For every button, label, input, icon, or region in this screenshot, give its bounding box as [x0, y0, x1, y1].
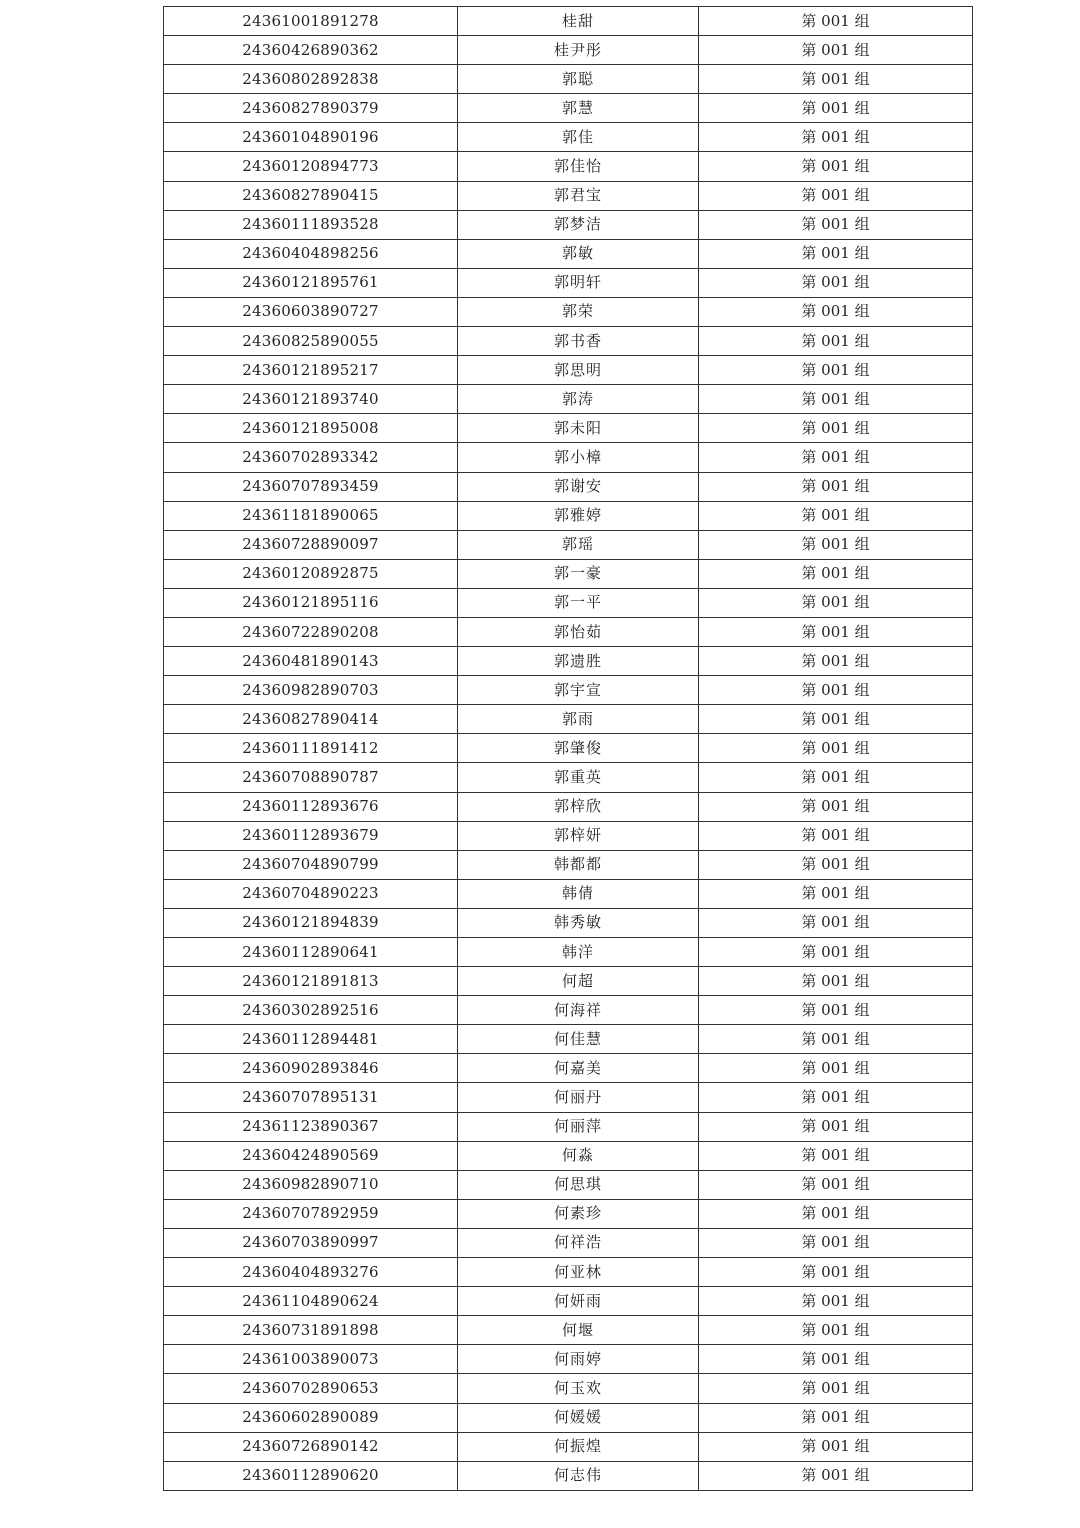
candidate-id-cell: 24360603890727: [164, 297, 458, 326]
candidate-id-cell: 24360602890089: [164, 1403, 458, 1432]
candidate-name-cell: 郭梓妍: [458, 821, 699, 850]
candidate-id-cell: 24360722890208: [164, 617, 458, 646]
group-number-cell: 第 001 组: [699, 152, 973, 181]
group-number-cell: 第 001 组: [699, 501, 973, 530]
group-number-cell: 第 001 组: [699, 967, 973, 996]
table-row: [164, 676, 973, 705]
table-row: [164, 210, 973, 239]
candidate-name-cell: 何丽萍: [458, 1112, 699, 1141]
group-number-cell: 第 001 组: [699, 356, 973, 385]
candidate-name-cell: 郭明轩: [458, 268, 699, 297]
table-row: [164, 1141, 973, 1170]
candidate-name-cell: 郭涛: [458, 385, 699, 414]
table-row: [164, 501, 973, 530]
candidate-name-cell: 何淼: [458, 1141, 699, 1170]
candidate-name-cell: 何嘉美: [458, 1054, 699, 1083]
table-row: [164, 1228, 973, 1257]
candidate-name-cell: 郭一平: [458, 588, 699, 617]
candidate-name-cell: 何丽丹: [458, 1083, 699, 1112]
table-row: [164, 181, 973, 210]
candidate-id-cell: 24360707892959: [164, 1199, 458, 1228]
group-number-cell: 第 001 组: [699, 559, 973, 588]
group-number-cell: 第 001 组: [699, 705, 973, 734]
candidate-name-cell: 何媛媛: [458, 1403, 699, 1432]
table-row: [164, 1345, 973, 1374]
group-number-cell: 第 001 组: [699, 676, 973, 705]
candidate-id-cell: 24360121895008: [164, 414, 458, 443]
candidate-id-cell: 24360121895761: [164, 268, 458, 297]
table-row: [164, 152, 973, 181]
table-row: [164, 36, 973, 65]
candidate-name-cell: 何振煌: [458, 1432, 699, 1461]
group-number-cell: 第 001 组: [699, 1287, 973, 1316]
candidate-id-cell: 24360120894773: [164, 152, 458, 181]
roster-table-body: [164, 7, 973, 1491]
candidate-name-cell: 何素珍: [458, 1199, 699, 1228]
candidate-name-cell: 韩秀敏: [458, 908, 699, 937]
candidate-id-cell: 24360104890196: [164, 123, 458, 152]
candidate-name-cell: 何佳慧: [458, 1025, 699, 1054]
candidate-id-cell: 24360982890710: [164, 1170, 458, 1199]
candidate-id-cell: 24360112893679: [164, 821, 458, 850]
table-row: [164, 327, 973, 356]
candidate-name-cell: 郭未阳: [458, 414, 699, 443]
candidate-name-cell: 郭佳: [458, 123, 699, 152]
candidate-name-cell: 郭小樟: [458, 443, 699, 472]
candidate-id-cell: 24360827890414: [164, 705, 458, 734]
candidate-name-cell: 何妍雨: [458, 1287, 699, 1316]
candidate-name-cell: 郭思明: [458, 356, 699, 385]
table-row: [164, 268, 973, 297]
candidate-id-cell: 24360827890415: [164, 181, 458, 210]
table-row: [164, 1054, 973, 1083]
group-number-cell: 第 001 组: [699, 850, 973, 879]
candidate-name-cell: 郭佳怡: [458, 152, 699, 181]
table-row: [164, 297, 973, 326]
candidate-id-cell: 24360426890362: [164, 36, 458, 65]
group-number-cell: 第 001 组: [699, 65, 973, 94]
table-row: [164, 821, 973, 850]
candidate-id-cell: 24360703890997: [164, 1228, 458, 1257]
group-number-cell: 第 001 组: [699, 1374, 973, 1403]
candidate-id-cell: 24360982890703: [164, 676, 458, 705]
group-number-cell: 第 001 组: [699, 763, 973, 792]
table-row: [164, 530, 973, 559]
group-number-cell: 第 001 组: [699, 1403, 973, 1432]
table-row: [164, 1403, 973, 1432]
candidate-name-cell: 郭肇俊: [458, 734, 699, 763]
candidate-name-cell: 桂尹彤: [458, 36, 699, 65]
group-number-cell: 第 001 组: [699, 821, 973, 850]
candidate-name-cell: 郭荣: [458, 297, 699, 326]
candidate-id-cell: 24360702893342: [164, 443, 458, 472]
table-row: [164, 1112, 973, 1141]
group-number-cell: 第 001 组: [699, 647, 973, 676]
candidate-id-cell: 24360731891898: [164, 1316, 458, 1345]
group-number-cell: 第 001 组: [699, 385, 973, 414]
table-row: [164, 1170, 973, 1199]
candidate-id-cell: 24360702890653: [164, 1374, 458, 1403]
table-row: [164, 908, 973, 937]
table-row: [164, 1316, 973, 1345]
candidate-id-cell: 24360112894481: [164, 1025, 458, 1054]
candidate-id-cell: 24360111891412: [164, 734, 458, 763]
candidate-id-cell: 24360404893276: [164, 1258, 458, 1287]
group-number-cell: 第 001 组: [699, 327, 973, 356]
table-row: [164, 123, 973, 152]
table-row: [164, 850, 973, 879]
table-row: [164, 967, 973, 996]
candidate-name-cell: 郭谢安: [458, 472, 699, 501]
candidate-id-cell: 24360708890787: [164, 763, 458, 792]
candidate-name-cell: 何玉欢: [458, 1374, 699, 1403]
candidate-id-cell: 24360120892875: [164, 559, 458, 588]
table-row: [164, 385, 973, 414]
group-number-cell: 第 001 组: [699, 734, 973, 763]
candidate-name-cell: 郭怡茹: [458, 617, 699, 646]
candidate-id-cell: 24360704890799: [164, 850, 458, 879]
candidate-name-cell: 何亚林: [458, 1258, 699, 1287]
group-number-cell: 第 001 组: [699, 908, 973, 937]
candidate-name-cell: 郭梦洁: [458, 210, 699, 239]
table-row: [164, 647, 973, 676]
group-number-cell: 第 001 组: [699, 414, 973, 443]
group-number-cell: 第 001 组: [699, 996, 973, 1025]
group-number-cell: 第 001 组: [699, 181, 973, 210]
candidate-id-cell: 24361003890073: [164, 1345, 458, 1374]
candidate-name-cell: 郭聪: [458, 65, 699, 94]
group-number-cell: 第 001 组: [699, 792, 973, 821]
group-number-cell: 第 001 组: [699, 239, 973, 268]
candidate-name-cell: 郭慧: [458, 94, 699, 123]
candidate-id-cell: 24360121894839: [164, 908, 458, 937]
table-row: [164, 938, 973, 967]
group-number-cell: 第 001 组: [699, 268, 973, 297]
table-row: [164, 7, 973, 36]
group-number-cell: 第 001 组: [699, 938, 973, 967]
table-row: [164, 879, 973, 908]
candidate-id-cell: 24360121891813: [164, 967, 458, 996]
table-row: [164, 763, 973, 792]
group-number-cell: 第 001 组: [699, 1461, 973, 1490]
group-number-cell: 第 001 组: [699, 1258, 973, 1287]
candidate-name-cell: 郭重英: [458, 763, 699, 792]
group-number-cell: 第 001 组: [699, 7, 973, 36]
group-number-cell: 第 001 组: [699, 1228, 973, 1257]
group-number-cell: 第 001 组: [699, 617, 973, 646]
candidate-name-cell: 郭一豪: [458, 559, 699, 588]
group-number-cell: 第 001 组: [699, 297, 973, 326]
candidate-name-cell: 韩倩: [458, 879, 699, 908]
candidate-id-cell: 24360404898256: [164, 239, 458, 268]
candidate-name-cell: 桂甜: [458, 7, 699, 36]
table-row: [164, 705, 973, 734]
candidate-name-cell: 何雨婷: [458, 1345, 699, 1374]
group-number-cell: 第 001 组: [699, 123, 973, 152]
candidate-name-cell: 郭遗胜: [458, 647, 699, 676]
roster-sheet: [163, 6, 972, 1491]
candidate-id-cell: 24360802892838: [164, 65, 458, 94]
candidate-id-cell: 24360707893459: [164, 472, 458, 501]
candidate-name-cell: 郭雅婷: [458, 501, 699, 530]
candidate-name-cell: 郭雨: [458, 705, 699, 734]
group-number-cell: 第 001 组: [699, 1199, 973, 1228]
table-row: [164, 356, 973, 385]
group-number-cell: 第 001 组: [699, 1025, 973, 1054]
table-row: [164, 1432, 973, 1461]
candidate-id-cell: 24361181890065: [164, 501, 458, 530]
roster-table: [163, 6, 973, 1491]
candidate-id-cell: 24361123890367: [164, 1112, 458, 1141]
table-row: [164, 65, 973, 94]
table-row: [164, 1461, 973, 1490]
table-row: [164, 239, 973, 268]
group-number-cell: 第 001 组: [699, 1054, 973, 1083]
candidate-id-cell: 24360707895131: [164, 1083, 458, 1112]
group-number-cell: 第 001 组: [699, 1316, 973, 1345]
table-row: [164, 1083, 973, 1112]
group-number-cell: 第 001 组: [699, 472, 973, 501]
candidate-name-cell: 何海祥: [458, 996, 699, 1025]
group-number-cell: 第 001 组: [699, 1141, 973, 1170]
candidate-id-cell: 24360827890379: [164, 94, 458, 123]
candidate-id-cell: 24360424890569: [164, 1141, 458, 1170]
candidate-name-cell: 郭书香: [458, 327, 699, 356]
table-row: [164, 1025, 973, 1054]
candidate-id-cell: 24360112890641: [164, 938, 458, 967]
candidate-name-cell: 郭君宝: [458, 181, 699, 210]
table-row: [164, 559, 973, 588]
candidate-id-cell: 24360704890223: [164, 879, 458, 908]
candidate-id-cell: 24360728890097: [164, 530, 458, 559]
candidate-name-cell: 何祥浩: [458, 1228, 699, 1257]
candidate-id-cell: 24360121895217: [164, 356, 458, 385]
candidate-id-cell: 24360121893740: [164, 385, 458, 414]
table-row: [164, 472, 973, 501]
table-row: [164, 792, 973, 821]
table-row: [164, 617, 973, 646]
group-number-cell: 第 001 组: [699, 588, 973, 617]
candidate-id-cell: 24361104890624: [164, 1287, 458, 1316]
candidate-name-cell: 郭宇宣: [458, 676, 699, 705]
group-number-cell: 第 001 组: [699, 94, 973, 123]
candidate-name-cell: 郭敏: [458, 239, 699, 268]
table-row: [164, 734, 973, 763]
candidate-id-cell: 24360112893676: [164, 792, 458, 821]
group-number-cell: 第 001 组: [699, 210, 973, 239]
candidate-name-cell: 何思琪: [458, 1170, 699, 1199]
table-row: [164, 588, 973, 617]
group-number-cell: 第 001 组: [699, 1432, 973, 1461]
group-number-cell: 第 001 组: [699, 1170, 973, 1199]
table-row: [164, 94, 973, 123]
candidate-name-cell: 郭瑶: [458, 530, 699, 559]
candidate-id-cell: 24360111893528: [164, 210, 458, 239]
group-number-cell: 第 001 组: [699, 1112, 973, 1141]
group-number-cell: 第 001 组: [699, 36, 973, 65]
candidate-id-cell: 24360902893846: [164, 1054, 458, 1083]
group-number-cell: 第 001 组: [699, 1345, 973, 1374]
candidate-id-cell: 24360302892516: [164, 996, 458, 1025]
group-number-cell: 第 001 组: [699, 879, 973, 908]
table-row: [164, 1374, 973, 1403]
candidate-name-cell: 韩洋: [458, 938, 699, 967]
candidate-id-cell: 24360481890143: [164, 647, 458, 676]
group-number-cell: 第 001 组: [699, 443, 973, 472]
group-number-cell: 第 001 组: [699, 530, 973, 559]
candidate-id-cell: 24360112890620: [164, 1461, 458, 1490]
table-row: [164, 996, 973, 1025]
candidate-id-cell: 24360825890055: [164, 327, 458, 356]
candidate-name-cell: 何超: [458, 967, 699, 996]
candidate-id-cell: 24360121895116: [164, 588, 458, 617]
table-row: [164, 1287, 973, 1316]
candidate-name-cell: 何堰: [458, 1316, 699, 1345]
candidate-id-cell: 24360726890142: [164, 1432, 458, 1461]
candidate-name-cell: 郭梓欣: [458, 792, 699, 821]
table-row: [164, 414, 973, 443]
table-row: [164, 1258, 973, 1287]
candidate-id-cell: 24361001891278: [164, 7, 458, 36]
table-row: [164, 443, 973, 472]
table-row: [164, 1199, 973, 1228]
group-number-cell: 第 001 组: [699, 1083, 973, 1112]
candidate-name-cell: 韩都都: [458, 850, 699, 879]
candidate-name-cell: 何志伟: [458, 1461, 699, 1490]
